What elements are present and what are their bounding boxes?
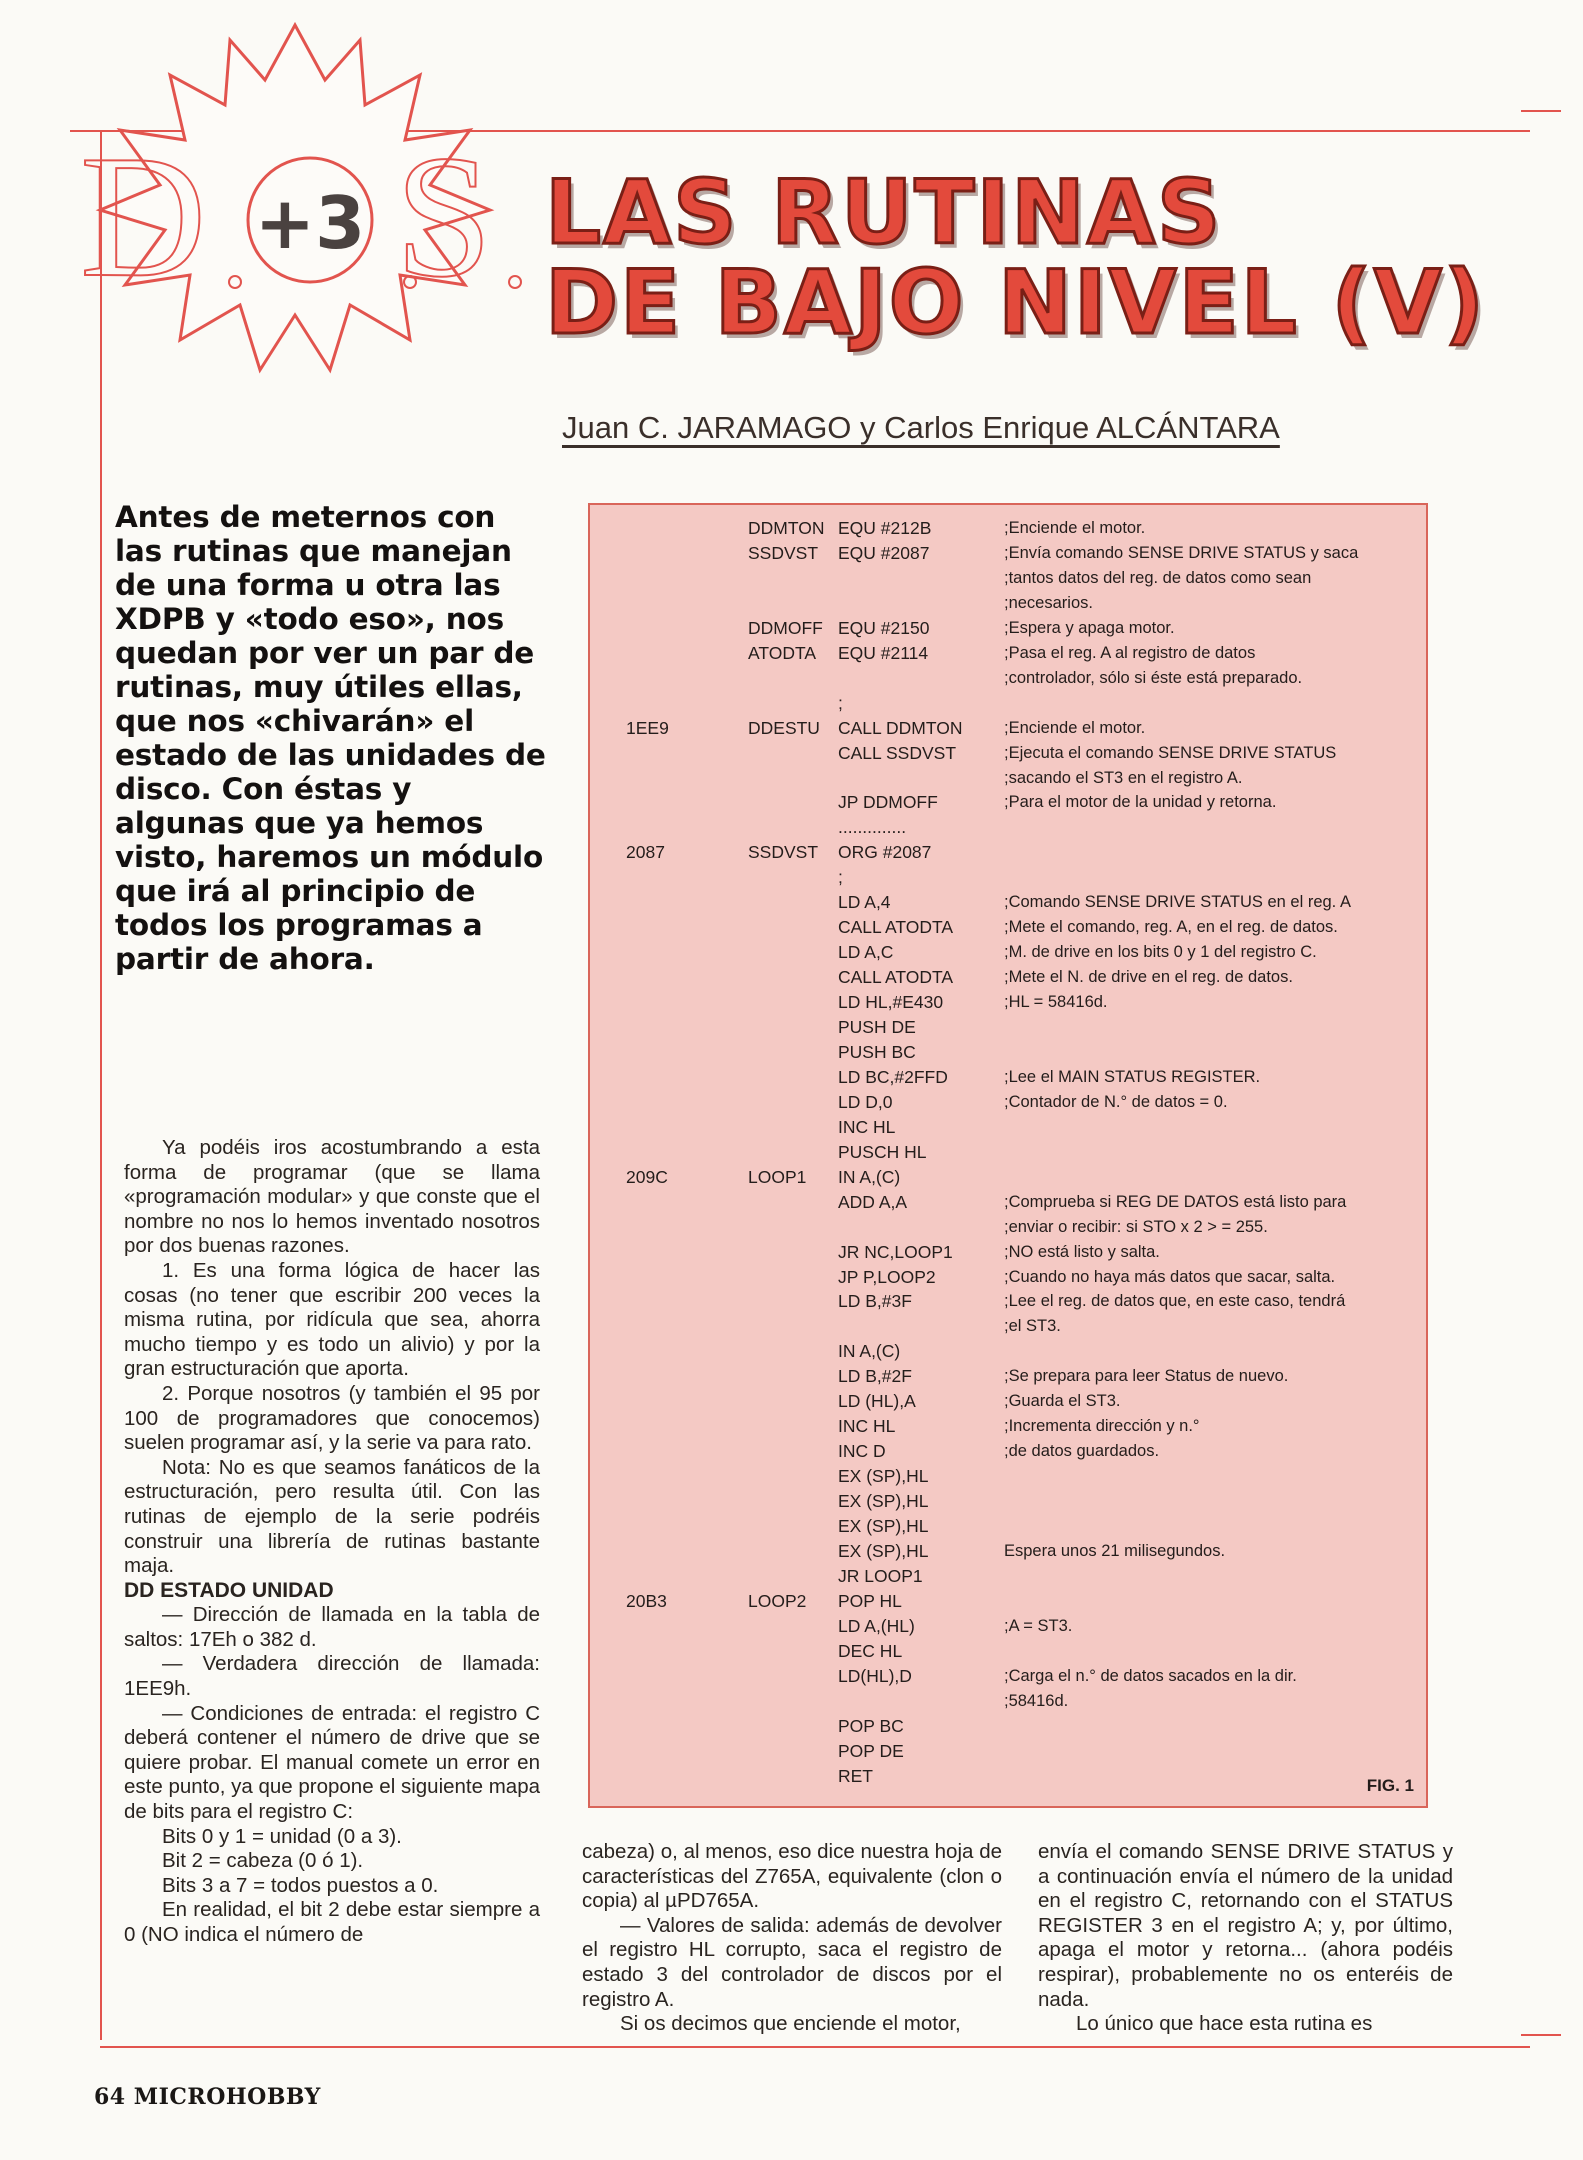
listing-instruction: POP HL [838,1590,902,1611]
listing-instruction: INC D [838,1441,886,1462]
figure-label: FIG. 1 [1366,1776,1414,1795]
listing-comment: ;sacando el ST3 en el registro A. [1004,768,1243,787]
listing-instruction: LD(HL),D [838,1665,912,1686]
listing-comment: ;Ejecuta el comando SENSE DRIVE STATUS [1004,743,1337,762]
listing-instruction: INC HL [838,1416,896,1437]
listing-comment: ;Para el motor de la unidad y retorna. [1004,793,1277,812]
listing-instruction: LD A,(HL) [838,1615,915,1636]
listing-address: 1EE9 [626,717,669,738]
left-margin-rule [100,130,102,2040]
paragraph: envía el comando SENSE DRIVE STATUS y a continuación envía el número de la unidad en el registro C, retornando con el STATUS REGISTER 3 en el registro A; y, por último, apaga el motor y retorna... (ahora podéis respirar), probablemente no os enteréis de nada. [1038,1840,1453,2011]
paragraph: Si os decimos que enciende el motor, [620,2012,961,2036]
listing-comment: ;Mete el N. de drive en el reg. de datos. [1004,968,1293,987]
listing-comment: ;enviar o recibir: si STO x 2 > = 255. [1004,1217,1268,1236]
listing-instruction: IN A,(C) [838,1166,901,1187]
listing-comment: ;controlador, sólo si éste está preparado. [1004,668,1303,687]
bottom-rule [100,2046,1530,2048]
title-line-2: DE BAJO NIVEL (V) [545,251,1487,354]
listing-comment: ;Envía comando SENSE DRIVE STATUS y saca [1004,543,1359,562]
listing-comment: ;Carga el n.° de datos sacados en la dir. [1004,1666,1297,1685]
listing-comment: ;tantos datos del reg. de datos como sean [1004,568,1312,587]
listing-comment: ;HL = 58416d. [1004,993,1108,1012]
listing-instruction: CALL SSDVST [838,742,957,763]
paragraph: Ya podéis iros acostumbrando a esta forma de programar (que se llama «programación modular» y que conste que el nombre no nos lo hemos inventado nosotros por dos buenas razones. [124,1136,540,1258]
listing-label: DDMOFF [748,617,823,638]
listing-comment: ;Enciende el motor. [1004,718,1146,737]
listing-comment: ;Comando SENSE DRIVE STATUS en el reg. A [1004,893,1351,912]
listing-instruction: LD B,#2F [838,1366,912,1387]
paragraph: — Dirección de llamada en la tabla de saltos: 17Eh o 382 d. [124,1603,540,1651]
listing-comment: ;Incrementa dirección y n.° [1004,1417,1200,1436]
listing-instruction: JP DDMOFF [838,792,938,813]
section-heading: DD ESTADO UNIDAD [124,1578,334,1602]
listing-instruction: LD B,#3F [838,1291,912,1312]
paragraph: cabeza) o, al menos, eso dice nuestra hoja de características del Z765A, equivalente (clon o copia) al µPD765A. [582,1840,1002,1913]
listing-instruction: RET [838,1765,873,1786]
listing-instruction: CALL ATODTA [838,967,954,988]
listing-comment: ;Se prepara para leer Status de nuevo. [1004,1367,1289,1386]
listing-comment: ;necesarios. [1004,593,1093,612]
listing-instruction: EQU #2087 [838,542,930,563]
logo-dot-icon [509,276,521,288]
listing-label: SSDVST [748,542,819,563]
listing-comment: ;Lee el MAIN STATUS REGISTER. [1004,1067,1261,1086]
listing-address: 209C [626,1166,668,1187]
edge-mark-top [1521,110,1561,112]
listing-instruction: ; [838,692,843,713]
listing-instruction: DEC HL [838,1640,903,1661]
listing-instruction: JR NC,LOOP1 [838,1241,953,1262]
listing-instruction: LD A,4 [838,892,891,913]
listing-comment: ;Espera y apaga motor. [1004,618,1175,637]
listing-instruction: LD D,0 [838,1091,893,1112]
listing-address: 20B3 [626,1590,667,1611]
listing-instruction: EX (SP),HL [838,1540,929,1561]
listing-instruction: CALL ATODTA [838,917,954,938]
listing-comment: ;el ST3. [1004,1317,1061,1336]
listing-instruction: PUSH BC [838,1041,916,1062]
listing-comment: ;A = ST3. [1004,1616,1073,1635]
paragraph: Lo único que hace esta rutina es [1076,2012,1373,2036]
listing-instruction: ADD A,A [838,1191,908,1212]
dos-plus3-logo [60,20,530,380]
listing-instruction: INC HL [838,1116,896,1137]
listing-instruction: PUSCH HL [838,1141,927,1162]
page-footer: 64 MICROHOBBY [94,2084,321,2110]
listing-instruction: EX (SP),HL [838,1516,929,1536]
listing-instruction: EX (SP),HL [838,1466,929,1487]
bit-line: Bits 3 a 7 = todos puestos a 0. [162,1873,439,1897]
listing-instruction: EQU #2150 [838,617,930,638]
listing-comment: Espera unos 21 milisegundos. [1004,1541,1226,1560]
body-column-3 [1038,1840,1453,2037]
bit-line: Bit 2 = cabeza (0 ó 1). [162,1849,364,1873]
listing-comment: ;Lee el reg. de datos que, en este caso, tendrá [1004,1292,1346,1311]
listing-instruction: JP P,LOOP2 [838,1266,936,1287]
listing-label: DDMTON [748,518,825,538]
listing-comment: ;Contador de N.° de datos = 0. [1004,1092,1228,1111]
paragraph: 1. Es una forma lógica de hacer las cosas (no tener que escribir 200 veces la misma rutina, por ridícula que sea, ahorra mucho tiempo y es todo un alivio) y por la gran estructuración que aporta. [124,1258,540,1381]
listing-instruction: POP BC [838,1715,904,1736]
bit-line: Bits 0 y 1 = unidad (0 a 3). [162,1824,402,1848]
listing-instruction: LD BC,#2FFD [838,1066,948,1087]
paragraph: 2. Porque nosotros (y también el 95 por 100 de programadores que conocemos) suelen programar así, y la serie va para rato. [124,1381,540,1455]
listing-instruction: ORG #2087 [838,842,932,863]
logo-letter-s: S [395,119,493,313]
listing-instruction: JR LOOP1 [838,1565,923,1586]
listing-comment: ;de datos guardados. [1004,1442,1160,1461]
title-line-1: LAS RUTINAS [545,161,1223,264]
listing-comment: ;NO está listo y salta. [1004,1242,1160,1261]
listing-instruction: LD HL,#E430 [838,992,944,1013]
listing-instruction: LD (HL),A [838,1391,916,1412]
listing-comment: ;Enciende el motor. [1004,519,1146,537]
paragraph: — Valores de salida: además de devolver el registro HL corrupto, saca el registro de estado 3 del controlador de discos por el registro A. [582,1913,1002,2011]
listing-comment: ;Comprueba si REG DE DATOS está listo para [1004,1192,1347,1211]
listing-instruction: IN A,(C) [838,1341,901,1362]
listing-instruction: POP DE [838,1740,904,1761]
paragraph: En realidad, el bit 2 debe estar siempre a 0 (NO indica el número de [124,1898,540,1946]
listing-instruction: EQU #212B [838,518,932,538]
listing-comment: ;Mete el comando, reg. A, en el reg. de datos. [1004,918,1338,937]
listing-instruction: .............. [838,817,907,838]
listing-comment: ;M. de drive en los bits 0 y 1 del registro C. [1004,943,1317,962]
listing-instruction: PUSH DE [838,1017,916,1037]
paragraph: — Verdadera dirección de llamada: 1EE9h. [124,1652,540,1701]
code-listing-fig1 [588,503,1428,1808]
listing-comment: ;Guarda el ST3. [1004,1392,1121,1411]
paragraph: Nota: No es que seamos fanáticos de la estructuración, pero resulta útil. Con las rutinas de ejemplo de la serie podréis construir una librería de rutinas bastante maja. [124,1455,540,1578]
listing-label: SSDVST [748,842,819,863]
paragraph: — Condiciones de entrada: el registro C deberá contener el número de drive que se quiere probar. El manual comete un error en este punto, ya que propone el siguiente mapa de bits para el registro C: [124,1701,540,1824]
listing-instruction: EX (SP),HL [838,1491,929,1512]
listing-label: DDESTU [748,717,820,738]
logo-badge: +3 [254,181,366,265]
listing-label: LOOP2 [748,1590,807,1611]
listing-instruction: LD A,C [838,942,894,963]
listing-comment: ;Cuando no haya más datos que sacar, salta. [1004,1267,1336,1286]
intro-lead: Antes de meternos con las rutinas que manejan de una forma u otra las XDPB y «todo eso», nos quedan por ver un par de rutinas, muy útiles ellas, que nos «chivarán» el estado de las unidades de disco. Con éstas y algunas que ya hemos visto, haremos un módulo que irá al principio de todos los programas a partir de ahora. [115,500,546,976]
listing-label: ATODTA [748,642,817,663]
listing-comment: ;Pasa el reg. A al registro de datos [1004,643,1256,662]
listing-instruction: CALL DDMTON [838,717,963,738]
listing-comment: ;58416d. [1004,1691,1069,1710]
listing-instruction: ; [838,867,843,888]
listing-label: LOOP1 [748,1166,807,1187]
logo-letter-d: D [80,119,207,313]
body-column-1 [124,1136,540,1948]
listing-address: 2087 [626,842,665,863]
article-title [545,161,1487,354]
listing-instruction: EQU #2114 [838,642,929,663]
byline: Juan C. JARAMAGO y Carlos Enrique ALCÁNTARA [562,410,1280,445]
body-column-2 [582,1840,1002,2037]
edge-mark-bottom [1521,2034,1561,2036]
